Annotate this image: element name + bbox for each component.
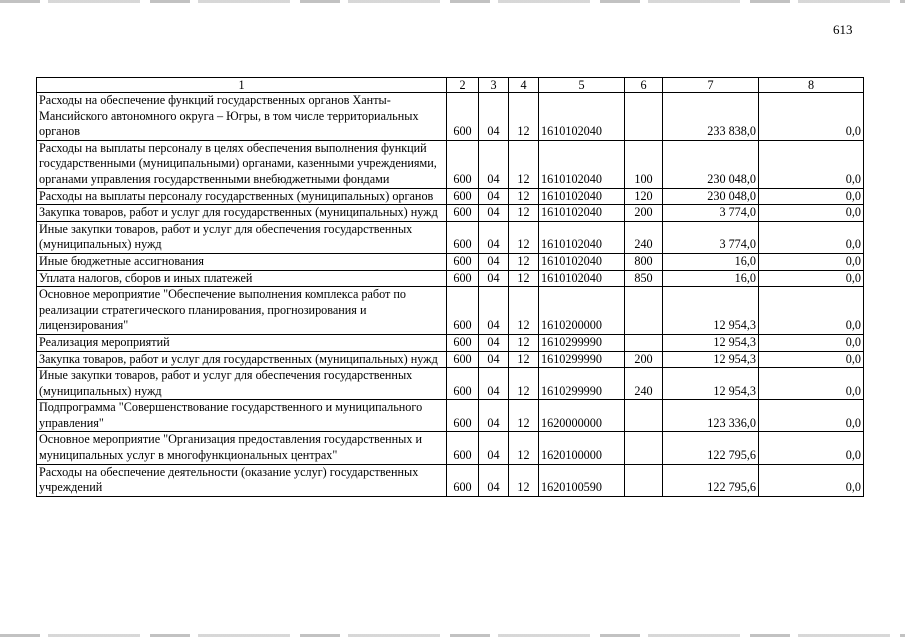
row-name-cell: Иные закупки товаров, работ и услуг для обеспечения государственных (муниципальных) нужд [37,221,447,253]
row-value-cell-c8: 0,0 [759,253,864,270]
row-value-cell-c7: 12 954,3 [663,287,759,335]
table-row [37,205,864,222]
table-header-row [37,78,864,93]
row-value-cell-c3: 04 [479,253,509,270]
table-row [37,140,864,188]
row-value-cell-c2: 600 [447,287,479,335]
table-row [37,188,864,205]
column-header: 6 [625,78,663,93]
row-value-cell-c4: 12 [509,270,539,287]
row-value-cell-c4: 12 [509,93,539,141]
row-value-cell-c5: 1610102040 [539,93,625,141]
row-value-cell-c2: 600 [447,464,479,496]
row-value-cell-c8: 0,0 [759,400,864,432]
row-value-cell-c3: 04 [479,270,509,287]
row-value-cell-c8: 0,0 [759,205,864,222]
row-value-cell-c4: 12 [509,368,539,400]
row-value-cell-c3: 04 [479,368,509,400]
row-value-cell-c5: 1620000000 [539,400,625,432]
row-value-cell-c6: 850 [625,270,663,287]
row-value-cell-c4: 12 [509,188,539,205]
row-value-cell-c3: 04 [479,287,509,335]
row-value-cell-c6: 200 [625,351,663,368]
column-header: 4 [509,78,539,93]
row-value-cell-c3: 04 [479,188,509,205]
table-row [37,253,864,270]
row-value-cell-c4: 12 [509,464,539,496]
row-name-cell: Закупка товаров, работ и услуг для государственных (муниципальных) нужд [37,205,447,222]
row-value-cell-c3: 04 [479,334,509,351]
row-value-cell-c4: 12 [509,351,539,368]
row-value-cell-c7: 16,0 [663,253,759,270]
row-value-cell-c6 [625,334,663,351]
row-value-cell-c7: 12 954,3 [663,368,759,400]
row-value-cell-c2: 600 [447,253,479,270]
row-value-cell-c3: 04 [479,221,509,253]
row-value-cell-c5: 1610102040 [539,205,625,222]
row-value-cell-c4: 12 [509,221,539,253]
row-value-cell-c3: 04 [479,205,509,222]
table-row [37,351,864,368]
row-name-cell: Закупка товаров, работ и услуг для государственных (муниципальных) нужд [37,351,447,368]
column-header: 1 [37,78,447,93]
table-row [37,334,864,351]
row-value-cell-c8: 0,0 [759,368,864,400]
row-value-cell-c5: 1610102040 [539,270,625,287]
row-value-cell-c8: 0,0 [759,351,864,368]
scan-artifact-bottom [0,634,905,637]
row-value-cell-c2: 600 [447,400,479,432]
table-row [37,221,864,253]
row-value-cell-c5: 1610299990 [539,334,625,351]
row-value-cell-c7: 123 336,0 [663,400,759,432]
row-value-cell-c7: 122 795,6 [663,432,759,464]
row-value-cell-c5: 1620100000 [539,432,625,464]
row-value-cell-c6: 200 [625,205,663,222]
row-name-cell: Основное мероприятие "Организация предоставления государственных и муниципальных услуг в многофункциональных центрах" [37,432,447,464]
row-value-cell-c7: 12 954,3 [663,334,759,351]
row-name-cell: Иные бюджетные ассигнования [37,253,447,270]
row-name-cell: Реализация мероприятий [37,334,447,351]
table-row [37,368,864,400]
row-value-cell-c4: 12 [509,140,539,188]
row-name-cell: Расходы на выплаты персоналу в целях обеспечения выполнения функций государственными (муниципальными) органами, казенными учреждениями, органами управления государственными внебюджетными фондами [37,140,447,188]
row-value-cell-c4: 12 [509,287,539,335]
row-value-cell-c7: 230 048,0 [663,188,759,205]
row-value-cell-c7: 12 954,3 [663,351,759,368]
row-value-cell-c5: 1610200000 [539,287,625,335]
table-row [37,270,864,287]
row-value-cell-c3: 04 [479,432,509,464]
row-value-cell-c6 [625,464,663,496]
row-value-cell-c4: 12 [509,432,539,464]
row-value-cell-c2: 600 [447,188,479,205]
row-value-cell-c7: 233 838,0 [663,93,759,141]
row-name-cell: Иные закупки товаров, работ и услуг для обеспечения государственных (муниципальных) нужд [37,368,447,400]
row-name-cell: Подпрограмма "Совершенствование государственного и муниципального управления" [37,400,447,432]
row-name-cell: Основное мероприятие "Обеспечение выполнения комплекса работ по реализации стратегического планирования, прогнозирования и лицензирования" [37,287,447,335]
row-value-cell-c2: 600 [447,368,479,400]
table-row [37,432,864,464]
row-name-cell: Расходы на обеспечение деятельности (оказание услуг) государственных учреждений [37,464,447,496]
row-value-cell-c5: 1610102040 [539,253,625,270]
table-row [37,287,864,335]
page-number: 613 [833,22,853,37]
budget-table [36,77,864,497]
table-row [37,464,864,496]
row-value-cell-c6: 240 [625,368,663,400]
row-value-cell-c5: 1610102040 [539,188,625,205]
row-value-cell-c7: 230 048,0 [663,140,759,188]
row-value-cell-c2: 600 [447,205,479,222]
row-value-cell-c4: 12 [509,400,539,432]
row-value-cell-c6 [625,400,663,432]
row-value-cell-c5: 1620100590 [539,464,625,496]
table-row [37,93,864,141]
row-value-cell-c4: 12 [509,253,539,270]
row-value-cell-c7: 16,0 [663,270,759,287]
row-value-cell-c6 [625,287,663,335]
row-value-cell-c2: 600 [447,432,479,464]
row-value-cell-c8: 0,0 [759,432,864,464]
row-value-cell-c3: 04 [479,351,509,368]
scan-artifact-top [0,0,905,3]
row-value-cell-c8: 0,0 [759,221,864,253]
column-header: 2 [447,78,479,93]
row-name-cell: Расходы на выплаты персоналу государственных (муниципальных) органов [37,188,447,205]
column-header: 5 [539,78,625,93]
row-value-cell-c4: 12 [509,334,539,351]
column-header: 8 [759,78,864,93]
row-value-cell-c5: 1610299990 [539,368,625,400]
row-value-cell-c7: 122 795,6 [663,464,759,496]
row-value-cell-c3: 04 [479,400,509,432]
row-value-cell-c2: 600 [447,221,479,253]
row-value-cell-c2: 600 [447,93,479,141]
row-value-cell-c6: 120 [625,188,663,205]
row-value-cell-c2: 600 [447,334,479,351]
column-header: 7 [663,78,759,93]
row-value-cell-c3: 04 [479,464,509,496]
row-value-cell-c6: 800 [625,253,663,270]
row-value-cell-c6 [625,432,663,464]
row-value-cell-c8: 0,0 [759,93,864,141]
row-value-cell-c2: 600 [447,351,479,368]
row-value-cell-c7: 3 774,0 [663,221,759,253]
row-value-cell-c6: 100 [625,140,663,188]
row-name-cell: Расходы на обеспечение функций государственных органов Ханты-Мансийского автономного округа – Югры, в том числе территориальных органов [37,93,447,141]
row-value-cell-c5: 1610299990 [539,351,625,368]
column-header: 3 [479,78,509,93]
row-value-cell-c8: 0,0 [759,464,864,496]
row-name-cell: Уплата налогов, сборов и иных платежей [37,270,447,287]
row-value-cell-c8: 0,0 [759,140,864,188]
row-value-cell-c8: 0,0 [759,188,864,205]
row-value-cell-c8: 0,0 [759,270,864,287]
table-row [37,400,864,432]
row-value-cell-c5: 1610102040 [539,140,625,188]
row-value-cell-c4: 12 [509,205,539,222]
row-value-cell-c5: 1610102040 [539,221,625,253]
row-value-cell-c8: 0,0 [759,334,864,351]
row-value-cell-c6: 240 [625,221,663,253]
row-value-cell-c6 [625,93,663,141]
row-value-cell-c2: 600 [447,270,479,287]
row-value-cell-c3: 04 [479,140,509,188]
row-value-cell-c3: 04 [479,93,509,141]
row-value-cell-c8: 0,0 [759,287,864,335]
row-value-cell-c7: 3 774,0 [663,205,759,222]
row-value-cell-c2: 600 [447,140,479,188]
